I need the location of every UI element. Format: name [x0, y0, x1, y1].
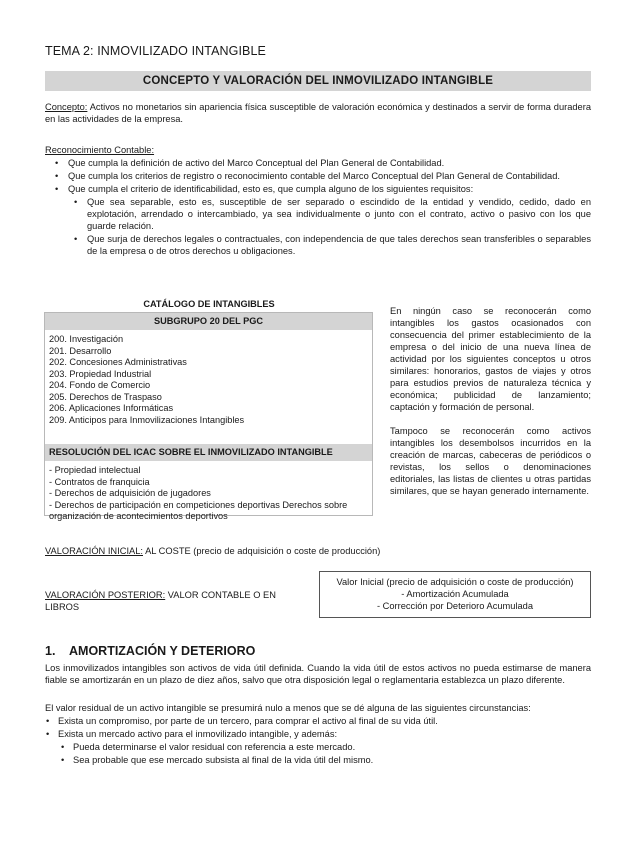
section-heading [45, 644, 255, 658]
valoracion-posterior [45, 589, 300, 613]
icac-header: RESOLUCIÓN DEL ICAC SOBRE EL INMOVILIZADO INTANGIBLE [45, 444, 372, 461]
circunstancias-list [45, 715, 591, 767]
list-item: • Exista un mercado activo para el inmovilizado intangible, y además: [46, 729, 338, 739]
list-item: 203. Propiedad Industrial [49, 368, 152, 379]
valor-line: Valor Inicial (precio de adquisición o coste de producción) [336, 577, 574, 587]
list-item: 206. Aplicaciones Informáticas [49, 403, 174, 413]
bullet-icon: • [55, 171, 59, 181]
list-item: • Que cumpla la definición de activo del Marco Conceptual del Plan General de Contabilidad. [55, 158, 445, 168]
valor-contable-box [319, 571, 591, 618]
amortizacion-paragraph: Los inmovilizados intangibles son activos de vida útil definida. Cuando la vida útil de estos activos no pueda estimarse de manera fiable se amortizarán en un plazo de diez años, salvo que otra disposición legal o reglamentaria establezca un plazo diferente. [45, 663, 591, 685]
sub-list-item: • Que surja de derechos legales o contractuales, con independencia de que tales derechos sean transferibles o separables de la empresa o de otros derechos u obligaciones. [74, 234, 591, 256]
list-item: 209. Anticipos para Inmovilizaciones Intangibles [49, 414, 245, 425]
bullet-icon: • [46, 729, 50, 739]
sub-list-item: • Que sea separable, esto es, susceptible de ser separado o escindido de la entidad y vendido, cedido, dado en explotación, arrendado o intercambiado, ya sea individualmente o junto con el contrato, activo o pasivo con los que guarde relación. [74, 197, 591, 231]
section-banner: CONCEPTO Y VALORACIÓN DEL INMOVILIZADO INTANGIBLE [45, 71, 591, 91]
concepto-text: Activos no monetarios sin apariencia física susceptible de valoración económica y destinados a servir de forma duradera en las actividades de la empresa. [45, 102, 591, 124]
list-item: 205. Derechos de Traspaso [49, 391, 162, 402]
bullet-icon: • [74, 234, 78, 244]
valor-line: - Amortización Acumulada [401, 589, 509, 599]
valor-line: - Corrección por Deterioro Acumulada [376, 601, 534, 611]
bullet-icon: • [61, 742, 65, 752]
reconocimiento-list [45, 157, 591, 258]
concepto-paragraph [45, 101, 591, 125]
list-item: 201. Desarrollo [49, 345, 112, 356]
bullet-icon: • [74, 197, 78, 207]
subgrupo-list [45, 330, 372, 444]
sub-list-item: • Pueda determinarse el valor residual con referencia a este mercado. [61, 742, 356, 752]
valoracion-inicial-text: AL COSTE (precio de adquisición o coste de producción) [143, 546, 381, 556]
list-item: • Que cumpla los criterios de registro o reconocimiento contable del Marco Conceptual del Plan General de Contabilidad. [55, 171, 560, 181]
valor-residual-paragraph: El valor residual de un activo intangible se presumirá nulo a menos que se dé alguna de las siguientes circunstancias: [45, 703, 531, 713]
bullet-icon: • [61, 755, 65, 765]
list-item: 204. Fondo de Comercio [49, 380, 151, 390]
list-item: - Contratos de franquicia [49, 476, 150, 487]
section-number: 1. [45, 644, 56, 658]
list-item: - Derechos de adquisición de jugadores [49, 488, 211, 498]
valoracion-inicial [45, 545, 380, 557]
side-paragraph: Tampoco se reconocerán como activos intangibles los desembolsos incurridos en la creación de marcas, cabeceras de periódicos o revistas, los sellos o denominaciones editoriales, las listas de clientes u otras partidas similares, que se hayan generado internamente. [390, 426, 591, 496]
list-item: - Propiedad intelectual [49, 465, 141, 475]
list-item: - Derechos de participación en competiciones deportivas Derechos sobre organización de acontecimientos deportivos [49, 499, 348, 521]
bullet-icon: • [55, 184, 59, 194]
bullet-icon: • [46, 716, 50, 726]
list-item: • Que cumpla el criterio de identificabilidad, esto es, que cumpla alguno de los siguientes requisitos: [55, 184, 474, 194]
side-paragraph: En ningún caso se reconocerán como intangibles los gastos ocasionados con consecuencia del primer establecimiento de la empresa o del inicio de una nueva línea de actividad por los siguientes conceptos u otros similares: honorarios, gastos de viajes y otros para estudios previos de naturaleza técnica y económica; publicidad de lanzamiento; captación y formación de personal. [390, 306, 591, 412]
valoracion-inicial-label: VALORACIÓN INICIAL: [45, 546, 143, 556]
subgrupo-header: SUBGRUPO 20 DEL PGC [45, 313, 372, 330]
sub-list-item: • Sea probable que ese mercado subsista al final de la vida útil del mismo. [61, 755, 374, 765]
list-item: 200. Investigación [49, 334, 124, 344]
side-note [390, 305, 591, 509]
bullet-icon: • [55, 158, 59, 168]
page-title: TEMA 2: INMOVILIZADO INTANGIBLE [45, 44, 266, 58]
icac-list [45, 461, 372, 523]
list-item: 202. Concesiones Administrativas [49, 357, 187, 367]
section-title: AMORTIZACIÓN Y DETERIORO [69, 644, 256, 658]
reconocimiento-title: Reconocimiento Contable: [45, 145, 155, 155]
catalogo-table [44, 312, 373, 521]
concepto-label: Concepto: [45, 102, 88, 112]
valoracion-posterior-label: VALORACIÓN POSTERIOR: [45, 590, 166, 600]
catalogo-title: CATÁLOGO DE INTANGIBLES [143, 299, 275, 309]
list-item: • Exista un compromiso, por parte de un tercero, para comprar el activo al final de su vida útil. [46, 716, 438, 726]
valoracion-posterior-text: VALOR CONTABLE O EN LIBROS [45, 590, 276, 612]
